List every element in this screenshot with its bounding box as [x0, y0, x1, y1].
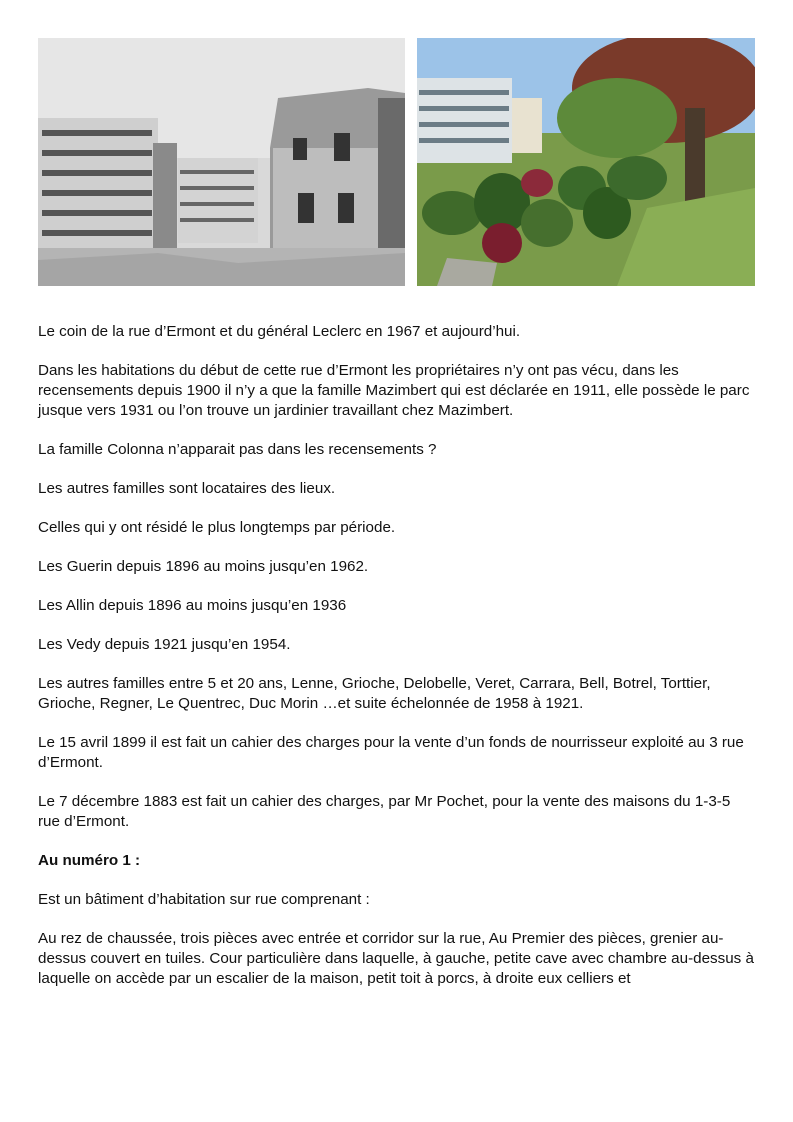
current-photo-today	[417, 38, 755, 286]
paragraph: Les autres familles entre 5 et 20 ans, Lenne, Grioche, Delobelle, Veret, Carrara, Bell, Botrel, Torttier, Grioche, Regner, Le Quentrec, Duc Morin …et suite échelonnée de 1958 à 1921.	[38, 675, 711, 712]
paragraph: Dans les habitations du début de cette rue d’Ermont les propriétaires n’y ont pas vécu, dans les recensements depuis 1900 il n’y a que la famille Mazimbert qui est déclarée en 1911, elle possède le parc jusque vers 1931 ou l’on trouve un jardinier travaillant chez Mazimbert.	[38, 362, 750, 419]
bw-photo-icon	[38, 38, 405, 286]
paragraph: Celles qui y ont résidé le plus longtemps par période.	[38, 519, 396, 536]
section-heading: Au numéro 1 :	[38, 852, 141, 869]
photo-caption: Le coin de la rue d’Ermont et du général Leclerc en 1967 et aujourd’hui.	[38, 323, 521, 340]
paragraph: Est un bâtiment d’habitation sur rue comprenant :	[38, 891, 370, 908]
paragraph: Le 15 avril 1899 il est fait un cahier des charges pour la vente d’un fonds de nourrisseur exploité au 3 rue d’Ermont.	[38, 734, 744, 771]
paragraph: Les autres familles sont locataires des lieux.	[38, 480, 336, 497]
paragraph: La famille Colonna n’apparait pas dans les recensements ?	[38, 441, 437, 458]
document-body	[38, 322, 756, 1008]
color-photo-icon	[417, 38, 755, 286]
paragraph: Les Allin depuis 1896 au moins jusqu’en 1936	[38, 597, 347, 614]
historic-photo-1967	[38, 38, 405, 286]
paragraph: Au rez de chaussée, trois pièces avec entrée et corridor sur la rue, Au Premier des pièces, grenier au-dessus couvert en tuiles. Cour particulière dans laquelle, à gauche, petite cave avec chambre au-dessus à laquelle on accède par un escalier de la maison, petit toit à porcs, à droite eux celliers et	[38, 930, 754, 987]
paragraph: Les Vedy depuis 1921 jusqu’en 1954.	[38, 636, 291, 653]
paragraph: Les Guerin depuis 1896 au moins jusqu’en 1962.	[38, 558, 369, 575]
paragraph: Le 7 décembre 1883 est fait un cahier des charges, par Mr Pochet, pour la vente des maisons du 1-3-5 rue d’Ermont.	[38, 793, 731, 830]
